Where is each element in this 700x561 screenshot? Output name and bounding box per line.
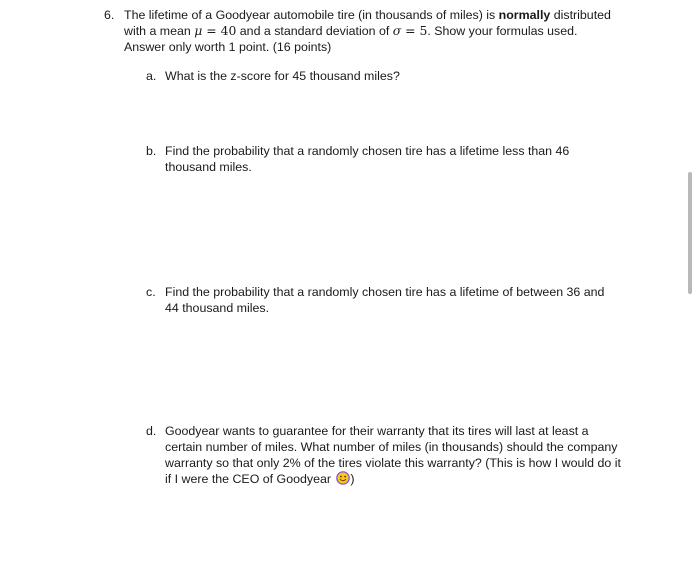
question-intro [124, 7, 614, 55]
sd-formula [393, 23, 428, 38]
vertical-scrollbar[interactable] [688, 172, 692, 294]
mean-formula [194, 23, 236, 38]
sigma-symbol: σ [392, 23, 402, 38]
intro-text-2: distributed with a mean [124, 8, 611, 38]
question-number: 6. [104, 8, 115, 22]
part-a [146, 68, 621, 84]
part-c-letter: c. [146, 285, 156, 299]
intro-text-4: . Show your formulas used. Answer only worth 1 point. (16 points) [124, 24, 578, 54]
part-d-letter: d. [146, 424, 157, 438]
intro-text-1: The lifetime of a Goodyear automobile tire (in thousands of miles) is [124, 8, 499, 22]
part-c-text: Find the probability that a randomly chosen tire has a lifetime of between 36 and 44 thousand miles. [165, 285, 605, 315]
sigma-value: = 5 [401, 23, 428, 38]
part-d [146, 423, 621, 487]
mu-symbol: μ [194, 23, 203, 38]
part-b [146, 143, 621, 175]
part-a-text: What is the z-score for 45 thousand miles? [165, 69, 400, 83]
intro-bold-normally: normally [498, 8, 551, 22]
part-b-text: Find the probability that a randomly chosen tire has a lifetime less than 46 thousand miles. [165, 144, 570, 174]
part-d-text: Goodyear wants to guarantee for their warranty that its tires will last at least a certain number of miles. What number of miles (in thousands) should the company warranty so that only 2% of the tires violate this warranty? (This is how I would do it if I were the CEO of Goodyear [165, 424, 621, 486]
part-a-letter: a. [146, 69, 157, 83]
intro-text-3: and a standard deviation of [236, 24, 393, 38]
part-b-letter: b. [146, 144, 157, 158]
part-d-body [165, 423, 621, 487]
mu-value: = 40 [202, 23, 237, 38]
part-c [146, 284, 621, 316]
smiley-emoji-icon [336, 471, 350, 485]
part-d-closing: ) [350, 472, 355, 486]
